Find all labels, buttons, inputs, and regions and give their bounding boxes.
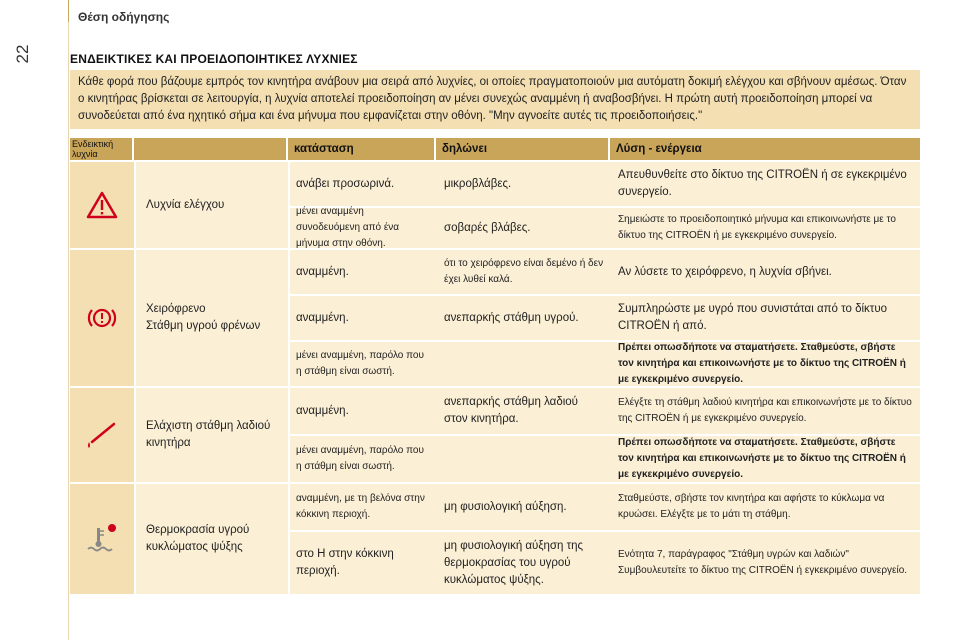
- icon-cell: [70, 388, 134, 482]
- cell-state: μένει αναμμένη, παρόλο που η στάθμη είναι σωστή.: [296, 445, 424, 472]
- header-indicator: Ενδεικτική λυχνία: [70, 138, 134, 160]
- cell-meaning: μικροβλάβες.: [444, 177, 512, 190]
- page-number: 22: [13, 44, 32, 64]
- header-name: [134, 138, 288, 160]
- cell-state: αναμμένη.: [296, 404, 349, 417]
- cell-meaning: [438, 436, 610, 482]
- light-name: Θερμοκρασία υγρού κυκλώματος ψύξης: [136, 484, 288, 594]
- cell-meaning: μη φυσιολογική αύξηση.: [444, 500, 567, 513]
- cell-solution: Πρέπει οπωσδήποτε να σταματήσετε. Σταθμεύστε, σβήστε τον κινητήρα και επικοινωνήστε με το δίκτυο της CITROËN ή με εγκεκριμένο συνεργείο.: [618, 342, 906, 385]
- table-header: [70, 138, 920, 160]
- warning-lights-table: [70, 138, 920, 594]
- cell-meaning: ανεπαρκής στάθμη λαδιού στον κινητήρα.: [444, 396, 578, 425]
- cell-meaning: σοβαρές βλάβες.: [444, 221, 531, 234]
- section-title: Θέση οδήγησης: [78, 10, 170, 24]
- cell-solution: Αν λύσετε το χειρόφρενο, η λυχνία σβήνει.: [618, 265, 832, 278]
- cell-meaning: [438, 342, 610, 386]
- warning-triangle-icon: [86, 190, 118, 220]
- cell-solution: Ενότητα 7, παράγραφος "Στάθμη υγρών και λαδιών" Συμβουλευτείτε το δίκτυο της CITROËN ή εγκεκριμένο συνεργείο.: [618, 549, 908, 576]
- brake-warning-icon: [87, 305, 117, 331]
- margin-line: [68, 22, 69, 640]
- table-row: [290, 296, 920, 340]
- table-row: [290, 436, 920, 482]
- table-row: [290, 162, 920, 206]
- cell-solution: Σταθμεύστε, σβήστε τον κινητήρα και αφήστε το κύκλωμα να κρυώσει. Ελέγξτε με το μάτι τη στάθμη.: [618, 493, 885, 520]
- group-handbrake: [70, 250, 920, 386]
- intro-paragraph: Κάθε φορά που βάζουμε εμπρός τον κινητήρα ανάβουν μια σειρά από λυχνίες, οι οποίες πραγματοποιούν μια αυτόματη δοκιμή ελέγχου και σβήνουν αμέσως. Όταν ο κινητήρας βρίσκεται σε λειτουργία, η λυχνία αποτελεί προειδοποίηση αν μένει συνεχώς αναμμένη ή αναβοσβήνει. Η πρώτη αυτή προειδοποίηση μπορεί να συνοδεύεται από ένα ηχητικό σήμα και ένα μήνυμα που εμφανίζεται στην οθόνη. "Μην αγνοείτε αυτές τις προειδοποιήσεις.": [70, 70, 920, 129]
- header-state: κατάσταση: [288, 138, 436, 160]
- cell-solution: Ελέγξτε τη στάθμη λαδιού κινητήρα και επικοινωνήστε με το δίκτυο της CITROËN ή με εγκεκριμένο συνεργείο.: [618, 397, 912, 424]
- cell-meaning: ανεπαρκής στάθμη υγρού.: [444, 311, 579, 324]
- icon-cell: [70, 162, 134, 248]
- cell-state: στο Η στην κόκκινη περιοχή.: [296, 548, 394, 577]
- group-oil-level: [70, 388, 920, 482]
- header-solution: Λύση - ενέργεια: [616, 143, 702, 155]
- coolant-temperature-icon: [82, 522, 122, 556]
- icon-cell: [70, 484, 134, 594]
- light-name: Λυχνία ελέγχου: [136, 162, 288, 248]
- cell-meaning: μη φυσιολογική αύξηση της θερμοκρασίας του υγρού κυκλώματος ψύξης.: [444, 539, 584, 586]
- light-name: Χειρόφρενο Στάθμη υγρού φρένων: [136, 250, 288, 386]
- cell-state: μένει αναμμένη συνοδευόμενη από ένα μήνυμα στην οθόνη.: [296, 206, 400, 249]
- cell-solution: Σημειώστε το προειδοποιητικό μήνυμα και επικοινωνήστε με το δίκτυο της CITROËN ή με εγκεκριμένο συνεργείο.: [618, 214, 896, 241]
- cell-state: αναμμένη, με τη βελόνα στην κόκκινη περιοχή.: [296, 493, 425, 520]
- header-meaning: δηλώνει: [436, 138, 610, 160]
- cell-state: αναμμένη.: [296, 265, 349, 278]
- table-row: [290, 342, 920, 386]
- light-name: Ελάχιστη στάθμη λαδιού κινητήρα: [136, 388, 288, 482]
- cell-solution: Απευθυνθείτε στο δίκτυο της CITROËN ή σε εγκεκριμένο συνεργείο.: [618, 169, 907, 198]
- oil-can-icon: [84, 420, 120, 450]
- cell-state: μένει αναμμένη, παρόλο που η στάθμη είναι σωστή.: [296, 350, 424, 377]
- group-coolant-temperature: [70, 484, 920, 594]
- table-row: [290, 484, 920, 530]
- cell-state: ανάβει προσωρινά.: [296, 177, 395, 190]
- table-row: [290, 388, 920, 434]
- cell-meaning: ότι το χειρόφρενο είναι δεμένο ή δεν έχει λυθεί καλά.: [444, 258, 604, 285]
- margin-accent-line: [68, 0, 69, 22]
- page-heading: ΕΝΔΕΙΚΤΙΚΕΣ ΚΑΙ ΠΡΟΕΙΔΟΠΟΙΗΤΙΚΕΣ ΛΥΧΝΙΕΣ: [70, 52, 358, 66]
- table-row: [290, 208, 920, 248]
- cell-solution: Πρέπει οπωσδήποτε να σταματήσετε. Σταθμεύστε, σβήστε τον κινητήρα και επικοινωνήστε με το δίκτυο της CITROËN ή με εγκεκριμένο συνεργείο.: [618, 437, 906, 480]
- table-row: [290, 532, 920, 594]
- icon-cell: [70, 250, 134, 386]
- cell-solution: Συμπληρώστε με υγρό που συνιστάται από το δίκτυο CITROËN ή από.: [618, 303, 888, 332]
- table-row: [290, 250, 920, 294]
- group-check-light: [70, 162, 920, 248]
- cell-state: αναμμένη.: [296, 311, 349, 324]
